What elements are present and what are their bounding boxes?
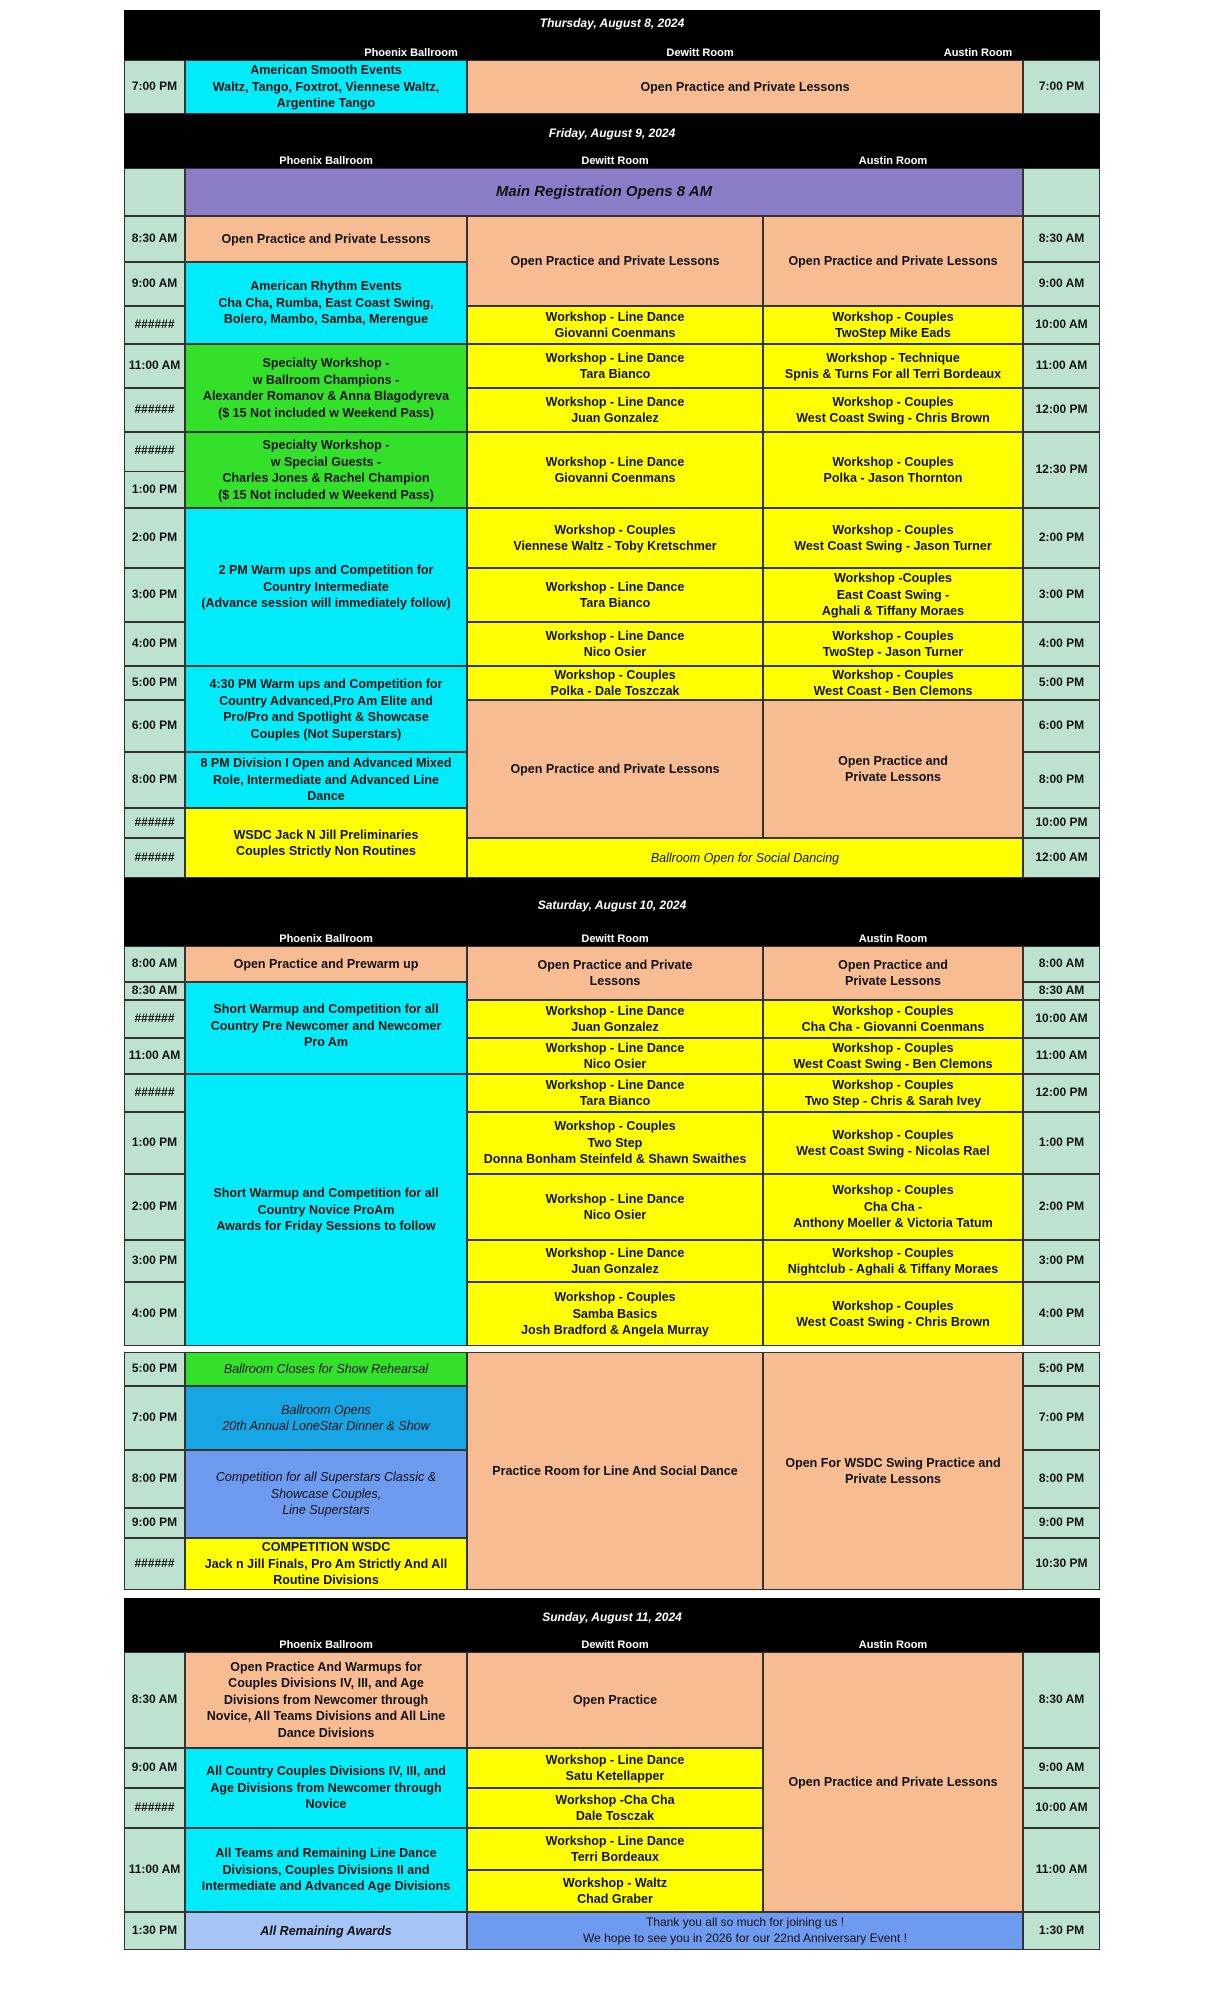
event-cell: Workshop - Technique Spnis & Turns For all Terri Bordeaux xyxy=(763,344,1023,388)
event-cell: Workshop - Line Dance Tara Bianco xyxy=(467,1074,763,1112)
time-cell: ###### xyxy=(124,1000,185,1038)
event-cell: Open Practice and Private Lessons xyxy=(185,216,467,262)
event-cell: Open Practice and Private Lessons xyxy=(467,216,763,306)
saturday-section xyxy=(124,878,1100,1598)
time-cell: 1:00 PM xyxy=(124,472,185,508)
thank-you-banner: Thank you all so much for joining us ! We hope to see you in 2026 for our 22nd Anniversary Event ! xyxy=(467,1912,1023,1950)
time-cell: 1:00 PM xyxy=(1023,1112,1100,1174)
time-cell: 11:00 AM xyxy=(124,344,185,388)
event-cell: All Teams and Remaining Line Dance Divisions, Couples Divisions II and Intermediate and Advanced Age Divisions xyxy=(185,1828,467,1912)
time-cell: 5:00 PM xyxy=(124,1352,185,1386)
event-cell: Open Practice and Prewarm up xyxy=(185,946,467,982)
event-cell: Workshop - Line Dance Juan Gonzalez xyxy=(467,1000,763,1038)
event-cell: Short Warmup and Competition for all Country Pre Newcomer and Newcomer Pro Am xyxy=(185,982,467,1074)
time-cell: 5:00 PM xyxy=(1023,666,1100,700)
saturday-table xyxy=(124,946,1100,1598)
time-cell: 7:00 PM xyxy=(1023,1386,1100,1450)
event-cell: Workshop -Couples East Coast Swing - Aghali & Tiffany Moraes xyxy=(763,568,1023,622)
time-cell: 10:00 PM xyxy=(1023,808,1100,838)
event-cell: Workshop - Couples West Coast - Ben Clemons xyxy=(763,666,1023,700)
event-cell: Workshop - Couples Two Step - Chris & Sarah Ivey xyxy=(763,1074,1023,1112)
time-cell: 8:30 AM xyxy=(124,1652,185,1748)
event-cell: Workshop - Line Dance Nico Osier xyxy=(467,1174,763,1240)
time-cell: 2:00 PM xyxy=(1023,508,1100,568)
day-header xyxy=(124,114,1100,168)
event-cell: Practice Room for Line And Social Dance xyxy=(467,1352,763,1590)
time-cell: 8:30 AM xyxy=(1023,1652,1100,1748)
room-header-austin: Austin Room xyxy=(858,933,928,945)
event-cell: Workshop - Line Dance Nico Osier xyxy=(467,1038,763,1074)
room-header-dewitt: Dewitt Room xyxy=(581,933,649,945)
time-cell: 12:00 PM xyxy=(1023,388,1100,432)
room-header-austin: Austin Room xyxy=(858,1639,928,1651)
time-cell xyxy=(1023,168,1100,216)
room-header-austin: Austin Room xyxy=(858,155,928,167)
time-cell: 6:00 PM xyxy=(124,700,185,752)
event-cell: WSDC Jack N Jill Preliminaries Couples Strictly Non Routines xyxy=(185,808,467,878)
event-cell: American Smooth Events Waltz, Tango, Foxtrot, Viennese Waltz, Argentine Tango xyxy=(185,60,467,114)
event-cell: 8 PM Division I Open and Advanced Mixed Role, Intermediate and Advanced Line Dance xyxy=(185,752,467,808)
time-cell: 8:30 AM xyxy=(1023,982,1100,1000)
time-cell: 2:00 PM xyxy=(124,1174,185,1240)
time-cell: 1:30 PM xyxy=(124,1912,185,1950)
room-header-austin: Austin Room xyxy=(943,47,1013,59)
day-date: Thursday, August 8, 2024 xyxy=(539,16,685,30)
event-cell: Workshop - Couples Polka - Jason Thornton xyxy=(763,432,1023,508)
room-header-phoenix: Phoenix Ballroom xyxy=(279,155,373,167)
time-cell: ###### xyxy=(124,1074,185,1112)
event-cell: 2 PM Warm ups and Competition for Country Intermediate (Advance session will immediately follow) xyxy=(185,508,467,666)
event-cell: Open Practice xyxy=(467,1652,763,1748)
room-header-phoenix: Phoenix Ballroom xyxy=(279,1639,373,1651)
event-cell: Open Practice And Warmups for Couples Divisions IV, III, and Age Divisions from Newcomer through Novice, All Teams Divisions and All Line Dance Divisions xyxy=(185,1652,467,1748)
event-cell: Workshop - Line Dance Juan Gonzalez xyxy=(467,388,763,432)
time-cell: ###### xyxy=(124,1538,185,1590)
time-cell: 4:00 PM xyxy=(124,622,185,666)
event-cell: COMPETITION WSDC Jack n Jill Finals, Pro Am Strictly And All Routine Divisions xyxy=(185,1538,467,1590)
day-header xyxy=(124,878,1100,946)
time-cell: 8:00 PM xyxy=(1023,752,1100,808)
event-cell: Workshop - Line Dance Giovanni Coenmans xyxy=(467,306,763,344)
time-cell: 4:00 PM xyxy=(1023,1282,1100,1346)
time-cell: 8:00 PM xyxy=(1023,1450,1100,1508)
room-header-phoenix: Phoenix Ballroom xyxy=(364,47,458,59)
time-cell: 10:00 AM xyxy=(1023,1000,1100,1038)
event-cell: Workshop - Couples Nightclub - Aghali & Tiffany Moraes xyxy=(763,1240,1023,1282)
time-cell: 8:00 PM xyxy=(124,752,185,808)
event-cell: Workshop - Line Dance Giovanni Coenmans xyxy=(467,432,763,508)
time-cell: 1:00 PM xyxy=(124,1112,185,1174)
sunday-table xyxy=(124,1652,1100,1948)
event-cell: Workshop - Waltz Chad Graber xyxy=(467,1870,763,1912)
time-cell: 1:30 PM xyxy=(1023,1912,1100,1950)
event-cell: Workshop - Couples TwoStep Mike Eads xyxy=(763,306,1023,344)
time-cell: 7:00 PM xyxy=(1023,60,1100,114)
event-cell: Workshop - Couples Cha Cha - Anthony Moeller & Victoria Tatum xyxy=(763,1174,1023,1240)
time-cell: ###### xyxy=(124,1788,185,1828)
event-cell: Workshop - Couples TwoStep - Jason Turner xyxy=(763,622,1023,666)
event-cell: Workshop - Line Dance Terri Bordeaux xyxy=(467,1828,763,1870)
time-cell: 8:30 AM xyxy=(124,982,185,1000)
event-cell: Open For WSDC Swing Practice and Private Lessons xyxy=(763,1352,1023,1590)
time-cell: 8:00 PM xyxy=(124,1450,185,1508)
time-cell: 3:00 PM xyxy=(124,1240,185,1282)
time-cell: 5:00 PM xyxy=(124,666,185,700)
time-cell: 5:00 PM xyxy=(1023,1352,1100,1386)
time-cell: 3:00 PM xyxy=(1023,568,1100,622)
day-date: Sunday, August 11, 2024 xyxy=(542,1610,682,1624)
event-cell: Open Practice and Private Lessons xyxy=(763,700,1023,838)
event-cell: Open Practice and Private Lessons xyxy=(467,700,763,838)
time-cell: 4:00 PM xyxy=(1023,622,1100,666)
time-cell: 9:00 AM xyxy=(1023,262,1100,306)
event-cell: Workshop - Line Dance Tara Bianco xyxy=(467,568,763,622)
event-cell: Workshop - Line Dance Satu Ketellapper xyxy=(467,1748,763,1788)
event-cell: Workshop -Cha Cha Dale Tosczak xyxy=(467,1788,763,1828)
time-cell: 3:00 PM xyxy=(124,568,185,622)
event-cell: Workshop - Couples Viennese Waltz - Toby Kretschmer xyxy=(467,508,763,568)
time-cell: ###### xyxy=(124,306,185,344)
day-header xyxy=(124,10,1100,60)
time-cell: 11:00 AM xyxy=(124,1828,185,1912)
time-cell: 12:00 PM xyxy=(1023,1074,1100,1112)
thursday-section xyxy=(124,10,1100,114)
time-cell: 11:00 AM xyxy=(1023,344,1100,388)
day-header xyxy=(124,1598,1100,1652)
event-cell: Workshop - Couples Two Step Donna Bonham Steinfeld & Shawn Swaithes xyxy=(467,1112,763,1174)
time-cell: 6:00 PM xyxy=(1023,700,1100,752)
time-cell: 9:00 AM xyxy=(124,1748,185,1788)
event-cell: Workshop - Couples Cha Cha - Giovanni Coenmans xyxy=(763,1000,1023,1038)
time-cell: 11:00 AM xyxy=(1023,1828,1100,1912)
time-cell: ###### xyxy=(124,432,185,472)
time-cell: 8:30 AM xyxy=(1023,216,1100,262)
time-cell: 11:00 AM xyxy=(124,1038,185,1074)
event-cell: Workshop - Couples Polka - Dale Toszczak xyxy=(467,666,763,700)
event-cell: Workshop - Couples West Coast Swing - Chris Brown xyxy=(763,388,1023,432)
event-cell: Specialty Workshop - w Special Guests - Charles Jones & Rachel Champion ($ 15 Not included w Weekend Pass) xyxy=(185,432,467,508)
time-cell: 9:00 AM xyxy=(1023,1748,1100,1788)
time-cell: 4:00 PM xyxy=(124,1282,185,1346)
friday-table xyxy=(124,168,1100,878)
event-cell: Open Practice and Private Lessons xyxy=(467,946,763,1000)
event-cell: Open Practice and Private Lessons xyxy=(763,1652,1023,1912)
event-cell: Open Practice and Private Lessons xyxy=(467,60,1023,114)
friday-section xyxy=(124,114,1100,878)
room-header-dewitt: Dewitt Room xyxy=(666,47,734,59)
schedule-grid xyxy=(124,10,1100,1948)
event-cell: Workshop - Couples West Coast Swing - Chris Brown xyxy=(763,1282,1023,1346)
time-cell: 2:00 PM xyxy=(124,508,185,568)
event-cell: Workshop - Couples West Coast Swing - Nicolas Rael xyxy=(763,1112,1023,1174)
event-cell: Ballroom Opens 20th Annual LoneStar Dinner & Show xyxy=(185,1386,467,1450)
time-cell: 9:00 PM xyxy=(1023,1508,1100,1538)
event-cell: Open Practice and Private Lessons xyxy=(763,216,1023,306)
event-cell: Short Warmup and Competition for all Country Novice ProAm Awards for Friday Sessions to follow xyxy=(185,1074,467,1346)
time-cell: 11:00 AM xyxy=(1023,1038,1100,1074)
event-cell: Workshop - Line Dance Nico Osier xyxy=(467,622,763,666)
time-cell: ###### xyxy=(124,388,185,432)
event-cell: All Remaining Awards xyxy=(185,1912,467,1950)
time-cell: 7:00 PM xyxy=(124,1386,185,1450)
room-header-dewitt: Dewitt Room xyxy=(581,155,649,167)
event-cell: American Rhythm Events Cha Cha, Rumba, East Coast Swing, Bolero, Mambo, Samba, Merengue xyxy=(185,262,467,344)
event-cell: Ballroom Closes for Show Rehearsal xyxy=(185,1352,467,1386)
room-header-phoenix: Phoenix Ballroom xyxy=(279,933,373,945)
day-date: Saturday, August 10, 2024 xyxy=(537,898,687,912)
event-cell: Workshop - Line Dance Tara Bianco xyxy=(467,344,763,388)
time-cell: ###### xyxy=(124,808,185,838)
event-cell: Ballroom Open for Social Dancing xyxy=(467,838,1023,878)
day-date: Friday, August 9, 2024 xyxy=(548,126,676,140)
time-cell xyxy=(124,168,185,216)
registration-banner: Main Registration Opens 8 AM xyxy=(185,168,1023,216)
time-cell: 10:00 AM xyxy=(1023,306,1100,344)
event-cell: Specialty Workshop - w Ballroom Champions - Alexander Romanov & Anna Blagodyreva ($ 15 Not included w Weekend Pass) xyxy=(185,344,467,432)
event-cell: Open Practice and Private Lessons xyxy=(763,946,1023,1000)
event-cell: Workshop - Couples Samba Basics Josh Bradford & Angela Murray xyxy=(467,1282,763,1346)
sunday-section xyxy=(124,1598,1100,1948)
event-cell: Competition for all Superstars Classic & Showcase Couples, Line Superstars xyxy=(185,1450,467,1538)
time-cell: 12:30 PM xyxy=(1023,432,1100,508)
time-cell: 9:00 AM xyxy=(124,262,185,306)
event-cell: Workshop - Couples West Coast Swing - Jason Turner xyxy=(763,508,1023,568)
time-cell: 10:00 AM xyxy=(1023,1788,1100,1828)
event-cell: Workshop - Couples West Coast Swing - Ben Clemons xyxy=(763,1038,1023,1074)
time-cell: 2:00 PM xyxy=(1023,1174,1100,1240)
time-cell: 12:00 AM xyxy=(1023,838,1100,878)
time-cell: 3:00 PM xyxy=(1023,1240,1100,1282)
time-cell: 9:00 PM xyxy=(124,1508,185,1538)
room-header-dewitt: Dewitt Room xyxy=(581,1639,649,1651)
event-cell: All Country Couples Divisions IV, III, and Age Divisions from Newcomer through Novice xyxy=(185,1748,467,1828)
time-cell: 8:00 AM xyxy=(124,946,185,982)
time-cell: 8:30 AM xyxy=(124,216,185,262)
event-cell: 4:30 PM Warm ups and Competition for Country Advanced,Pro Am Elite and Pro/Pro and Spotlight & Showcase Couples (Not Superstars) xyxy=(185,666,467,752)
time-cell: 7:00 PM xyxy=(124,60,185,114)
event-cell: Workshop - Line Dance Juan Gonzalez xyxy=(467,1240,763,1282)
time-cell: 8:00 AM xyxy=(1023,946,1100,982)
time-cell: ###### xyxy=(124,838,185,878)
time-cell: 10:30 PM xyxy=(1023,1538,1100,1590)
